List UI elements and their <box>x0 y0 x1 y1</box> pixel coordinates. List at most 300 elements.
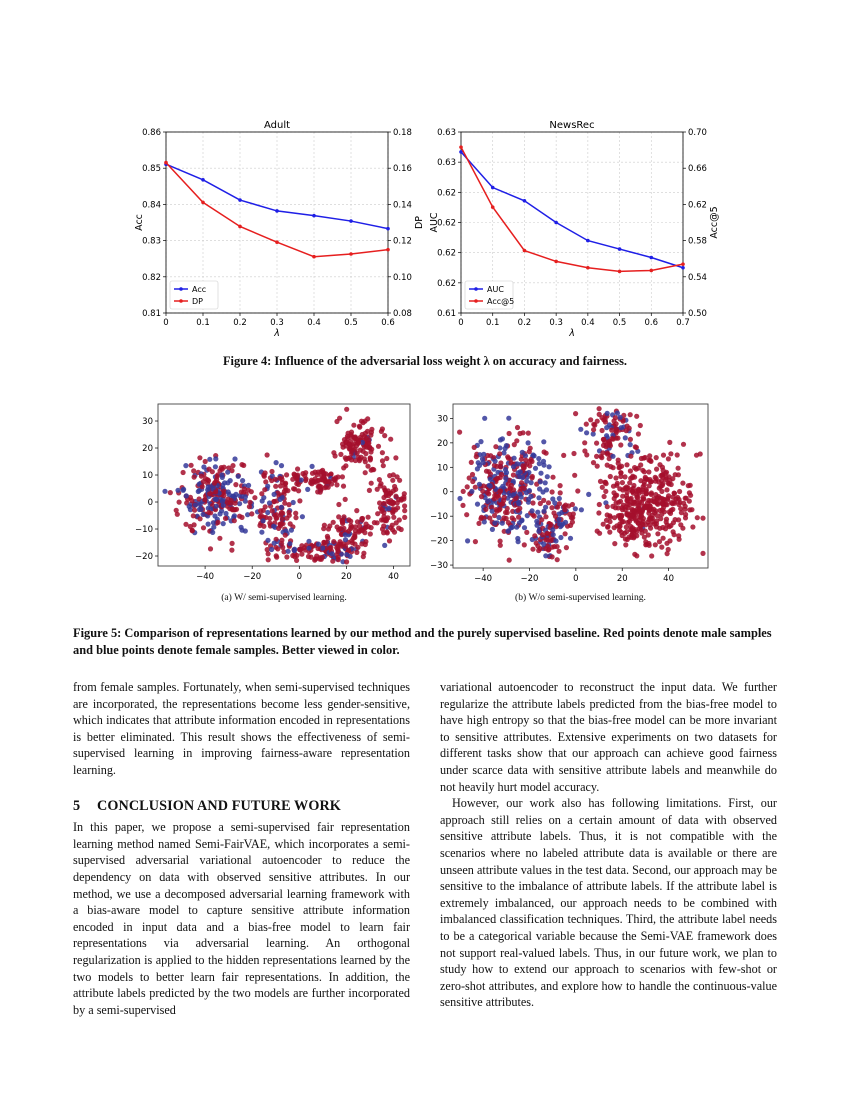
male-point <box>668 511 673 516</box>
female-point <box>225 470 230 475</box>
female-point <box>579 507 584 512</box>
male-point <box>376 444 381 449</box>
male-point <box>336 557 341 562</box>
male-point <box>649 492 654 497</box>
male-point <box>358 448 363 453</box>
y-tick-label-left: 0.61 <box>437 309 456 319</box>
male-point <box>356 441 361 446</box>
male-point <box>517 431 522 436</box>
male-point <box>352 436 357 441</box>
male-point <box>366 524 371 529</box>
male-point <box>510 515 515 520</box>
male-point <box>498 464 503 469</box>
male-point <box>175 512 180 517</box>
male-point <box>266 557 271 562</box>
male-point <box>346 431 351 436</box>
male-point <box>628 412 633 417</box>
female-point <box>516 501 521 506</box>
paragraph: In this paper, we propose a semi-supervised fair representation learning method named Semi-FairVAE, which incorporates a semi-supervised adversarial variational autoencoder to reduce the dependency on data with observed sensitive attributes. In our method, we use a decomposed adversarial learning framework with a bias-aware model to capture sensitive attribute information encoded in input data and a bias-free model to learn fair representations via adversarial learning. An orthogonal regularization is applied to the hidden representations learned by the two models to better learn fair representations. In addition, the attribute labels predicted by the two models are further incorporated by a semi-supervised <box>73 820 410 1017</box>
male-point <box>595 464 600 469</box>
data-point <box>164 161 168 165</box>
x-tick-label: 0.3 <box>270 318 284 328</box>
male-point <box>511 472 516 477</box>
female-point <box>528 494 533 499</box>
male-point <box>524 530 529 535</box>
male-point <box>661 468 666 473</box>
female-point <box>240 478 245 483</box>
male-point <box>666 547 671 552</box>
male-point <box>672 532 677 537</box>
female-point <box>586 492 591 497</box>
male-point <box>618 499 623 504</box>
male-point <box>600 485 605 490</box>
male-point <box>266 551 271 556</box>
male-point <box>659 545 664 550</box>
male-point <box>635 495 640 500</box>
female-point <box>181 488 186 493</box>
male-point <box>630 508 635 513</box>
male-point <box>381 463 386 468</box>
male-point <box>473 485 478 490</box>
female-point <box>478 439 483 444</box>
female-point <box>481 452 486 457</box>
male-point <box>647 453 652 458</box>
male-point <box>561 453 566 458</box>
male-point <box>303 470 308 475</box>
male-point <box>558 490 563 495</box>
female-point <box>618 415 623 420</box>
male-point <box>402 503 407 508</box>
y-tick-label-right: 0.62 <box>688 200 707 211</box>
female-point <box>538 471 543 476</box>
male-point <box>338 452 343 457</box>
male-point <box>344 559 349 564</box>
male-point <box>247 504 252 509</box>
male-point <box>402 491 407 496</box>
male-point <box>278 522 283 527</box>
y-tick-label: −10 <box>430 512 448 523</box>
female-point <box>541 439 546 444</box>
data-point <box>681 262 685 266</box>
y-axis-label-left: AUC <box>429 212 440 233</box>
male-point <box>313 556 318 561</box>
male-point <box>634 467 639 472</box>
female-point <box>568 536 573 541</box>
male-point <box>348 519 353 524</box>
male-point <box>530 474 535 479</box>
data-point <box>618 247 622 251</box>
y-tick-label-right: 0.16 <box>393 164 412 175</box>
male-point <box>637 487 642 492</box>
male-point <box>357 425 362 430</box>
female-point <box>206 522 211 527</box>
female-point <box>465 538 470 543</box>
male-point <box>595 419 600 424</box>
male-point <box>507 431 512 436</box>
data-point <box>586 239 590 243</box>
y-tick-label-right: 0.70 <box>688 128 707 138</box>
male-point <box>394 520 399 525</box>
male-point <box>609 428 614 433</box>
female-point <box>201 512 206 517</box>
male-point <box>217 536 222 541</box>
data-point <box>681 266 685 270</box>
male-point <box>532 514 537 519</box>
male-point <box>280 516 285 521</box>
male-point <box>597 412 602 417</box>
x-tick-label: 40 <box>388 572 399 582</box>
male-point <box>653 542 658 547</box>
male-point <box>591 427 596 432</box>
male-point <box>294 477 299 482</box>
female-point <box>246 483 251 488</box>
male-point <box>653 492 658 497</box>
male-point <box>631 500 636 505</box>
male-point <box>660 483 665 488</box>
female-point <box>269 547 274 552</box>
female-point <box>214 504 219 509</box>
figure-4-caption: Figure 4: Influence of the adversarial loss weight λ on accuracy and fairness. <box>222 354 628 368</box>
male-point <box>288 521 293 526</box>
male-point <box>336 502 341 507</box>
male-point <box>192 508 197 513</box>
x-tick-label: −20 <box>520 574 539 584</box>
male-point <box>366 515 371 520</box>
female-point <box>615 411 620 416</box>
male-point <box>338 526 343 531</box>
male-point <box>354 550 359 555</box>
male-point <box>545 531 550 536</box>
male-point <box>642 480 647 485</box>
female-point <box>530 508 535 513</box>
male-point <box>474 454 479 459</box>
x-tick-label: 0.6 <box>644 318 659 328</box>
male-point <box>656 500 661 505</box>
male-point <box>396 526 401 531</box>
female-point <box>184 493 189 498</box>
female-point <box>584 430 589 435</box>
male-point <box>242 486 247 491</box>
female-point <box>490 527 495 532</box>
male-point <box>617 486 622 491</box>
female-point <box>515 461 520 466</box>
male-point <box>203 459 208 464</box>
y-tick-label-right: 0.14 <box>393 200 412 211</box>
male-point <box>296 482 301 487</box>
male-point <box>368 455 373 460</box>
female-point <box>488 483 493 488</box>
male-point <box>687 499 692 504</box>
male-point <box>624 486 629 491</box>
male-point <box>528 446 533 451</box>
section-title: CONCLUSION AND FUTURE WORK <box>97 797 341 814</box>
male-point <box>601 443 606 448</box>
female-point <box>267 500 272 505</box>
male-point <box>650 516 655 521</box>
male-point <box>381 495 386 500</box>
female-point <box>231 494 236 499</box>
male-point <box>279 510 284 515</box>
x-tick-label: 0.1 <box>485 318 500 328</box>
male-point <box>624 525 629 530</box>
female-point <box>320 546 325 551</box>
male-point <box>494 509 499 514</box>
male-point <box>212 481 217 486</box>
chart-title: Adult <box>263 120 291 131</box>
data-point <box>386 227 390 231</box>
male-point <box>498 475 503 480</box>
section-heading <box>73 798 410 815</box>
x-tick-label: −20 <box>243 572 262 582</box>
male-point <box>275 546 280 551</box>
male-point <box>600 428 605 433</box>
male-point <box>516 515 521 520</box>
female-point <box>221 521 226 526</box>
female-point <box>550 496 555 501</box>
female-point <box>199 507 204 512</box>
male-point <box>700 551 705 556</box>
male-point <box>390 478 395 483</box>
male-point <box>343 455 348 460</box>
male-point <box>331 539 336 544</box>
x-tick-label: 0.3 <box>549 318 563 328</box>
male-point <box>331 520 336 525</box>
data-point <box>349 219 353 223</box>
y-tick-label-left: 0.82 <box>142 272 161 283</box>
female-point <box>261 518 266 523</box>
male-point <box>367 488 372 493</box>
male-point <box>653 479 658 484</box>
male-point <box>492 496 497 501</box>
y-tick-label-right: 0.54 <box>688 272 707 283</box>
paragraph: However, our work also has following limitations. First, our approach still relies on a certain amount of data with observed sensitive attribute labels. Thus, it is not compatible with the scenarios where no labeled attribute data is available or there are unseen attribute values in the test data. Second, our approach may be sensitive to the imbalance of attribute labels. If the attribute label is extremely imbalanced, our approach needs to be combined with imbalanced classification techniques. Third, the attribute label needs to be a categorical variable because the Semi-VAE framework does not support real-valued labels. Thus, in our future work, we plan to study how to extend our approach to scenarios with few-shot or zero-shot attributes, and explore how to handle the continuous-value sensitive attributes. <box>440 796 777 1010</box>
female-point <box>619 425 624 430</box>
male-point <box>221 493 226 498</box>
male-point <box>480 489 485 494</box>
female-point <box>518 469 523 474</box>
female-point <box>543 553 548 558</box>
male-point <box>601 437 606 442</box>
female-point <box>545 474 550 479</box>
male-point <box>177 500 182 505</box>
male-point <box>613 475 618 480</box>
female-point <box>493 459 498 464</box>
male-point <box>343 497 348 502</box>
male-point <box>689 507 694 512</box>
male-point <box>200 484 205 489</box>
female-point <box>550 527 555 532</box>
female-point <box>271 524 276 529</box>
data-point <box>491 205 495 209</box>
male-point <box>283 488 288 493</box>
male-point <box>572 473 577 478</box>
female-point <box>520 475 525 480</box>
male-point <box>623 542 628 547</box>
male-point <box>517 506 522 511</box>
male-point <box>316 470 321 475</box>
male-point <box>557 501 562 506</box>
male-point <box>642 535 647 540</box>
male-point <box>607 513 612 518</box>
data-point <box>238 225 242 229</box>
male-point <box>384 518 389 523</box>
male-point <box>652 521 657 526</box>
male-point <box>202 497 207 502</box>
male-point <box>323 485 328 490</box>
male-point <box>363 470 368 475</box>
male-point <box>642 469 647 474</box>
female-point <box>563 520 568 525</box>
male-point <box>283 482 288 487</box>
male-point <box>605 525 610 530</box>
male-point <box>321 475 326 480</box>
male-point <box>483 507 488 512</box>
male-point <box>344 407 349 412</box>
male-point <box>686 483 691 488</box>
data-point <box>459 145 463 149</box>
male-point <box>239 462 244 467</box>
male-point <box>605 463 610 468</box>
male-point <box>550 475 555 480</box>
male-point <box>628 454 633 459</box>
data-point <box>275 209 279 213</box>
male-point <box>261 473 266 478</box>
female-point <box>628 442 633 447</box>
male-point <box>341 484 346 489</box>
male-point <box>317 483 322 488</box>
female-point <box>482 416 487 421</box>
data-point <box>554 221 558 225</box>
x-tick-label: 40 <box>663 574 675 584</box>
male-point <box>299 552 304 557</box>
male-point <box>460 503 465 508</box>
female-point <box>476 460 481 465</box>
male-point <box>213 489 218 494</box>
male-point <box>274 555 279 560</box>
male-point <box>273 484 278 489</box>
male-point <box>384 456 389 461</box>
male-point <box>369 481 374 486</box>
y-tick-label: 30 <box>437 414 448 425</box>
male-point <box>666 456 671 461</box>
male-point <box>269 469 274 474</box>
female-point <box>306 546 311 551</box>
male-point <box>605 452 610 457</box>
data-point <box>275 240 279 244</box>
male-point <box>648 526 653 531</box>
y-axis-label-left: Acc <box>134 214 145 231</box>
male-point <box>378 483 383 488</box>
male-point <box>391 515 396 520</box>
male-point <box>541 498 546 503</box>
female-point <box>501 450 506 455</box>
male-point <box>530 500 535 505</box>
female-point <box>210 530 215 535</box>
male-point <box>676 466 681 471</box>
male-point <box>654 467 659 472</box>
female-point <box>517 520 522 525</box>
y-tick-label-right: 0.50 <box>688 309 707 319</box>
female-point <box>557 517 562 522</box>
male-point <box>629 516 634 521</box>
male-point <box>614 523 619 528</box>
male-point <box>198 516 203 521</box>
female-point <box>515 536 520 541</box>
male-point <box>658 516 663 521</box>
male-point <box>457 430 462 435</box>
male-point <box>670 501 675 506</box>
male-point <box>597 502 602 507</box>
male-point <box>584 422 589 427</box>
male-point <box>649 553 654 558</box>
male-point <box>627 480 632 485</box>
male-point <box>295 466 300 471</box>
male-point <box>543 514 548 519</box>
male-point <box>628 468 633 473</box>
y-tick-label-left: 0.62 <box>437 188 456 199</box>
male-point <box>297 498 302 503</box>
y-tick-label: 0 <box>442 487 448 498</box>
male-point <box>598 479 603 484</box>
male-point <box>393 494 398 499</box>
male-point <box>229 548 234 553</box>
male-point <box>297 547 302 552</box>
female-point <box>232 513 237 518</box>
male-point <box>321 540 326 545</box>
male-point <box>637 507 642 512</box>
male-point <box>206 510 211 515</box>
male-point <box>582 440 587 445</box>
female-point <box>265 538 270 543</box>
male-point <box>620 494 625 499</box>
female-point <box>504 443 509 448</box>
x-tick-label: 0.4 <box>581 318 595 328</box>
male-point <box>647 483 652 488</box>
female-point <box>610 454 615 459</box>
male-point <box>391 472 396 477</box>
male-point <box>617 465 622 470</box>
male-point <box>261 508 266 513</box>
male-point <box>515 425 520 430</box>
male-point <box>639 515 644 520</box>
male-point <box>675 452 680 457</box>
male-point <box>550 489 555 494</box>
data-point <box>523 249 527 253</box>
male-point <box>603 489 608 494</box>
male-point <box>335 544 340 549</box>
male-point <box>292 472 297 477</box>
male-point <box>343 544 348 549</box>
male-point <box>563 531 568 536</box>
male-point <box>612 541 617 546</box>
section-number: 5 <box>73 797 81 814</box>
female-point <box>533 466 538 471</box>
female-point <box>300 514 305 519</box>
male-point <box>336 549 341 554</box>
female-point <box>496 515 501 520</box>
male-point <box>270 508 275 513</box>
male-point <box>660 496 665 501</box>
y-tick-label: 0 <box>147 498 153 509</box>
male-point <box>646 469 651 474</box>
male-point <box>365 464 370 469</box>
female-point <box>536 456 541 461</box>
female-point <box>237 501 242 506</box>
female-point <box>162 489 167 494</box>
x-tick-label: 0.7 <box>676 318 690 328</box>
male-point <box>532 533 537 538</box>
male-point <box>501 498 506 503</box>
